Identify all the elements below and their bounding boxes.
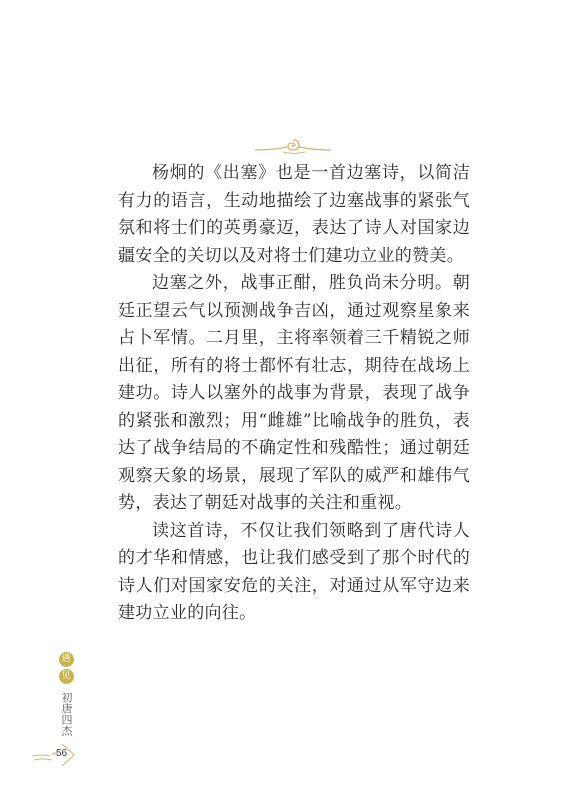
cloud-ornament-icon	[30, 740, 78, 770]
paragraph: 边塞之外，战事正酣，胜负尚未分明。朝廷正望云气以预测战争吉凶，通过观察星象来占卜军情。二月里，主将率领着三千精锐之师出征，所有的将士都怀有壮志，期待在战场上建功。诗人以塞外的战事为背景，表现了战争的紧张和激烈；用“雌雄”比喻战争的胜负，表达了战争结局的不确定性和残酷性；通过朝廷观察天象的场景，展现了军队的威严和雄伟气势，表达了朝廷对战事的关注和重视。	[118, 273, 470, 513]
side-label	[56, 652, 76, 736]
cloud-swirl-ornament-icon	[253, 136, 333, 158]
paragraph: 读这首诗，不仅让我们领略到了唐代诗人的才华和情感，也让我们感受到了那个时代的诗人们对国家安危的关注，对通过从军守边来建功立业的向往。	[118, 520, 470, 623]
page-number-ornament	[30, 740, 78, 770]
badge-icon: 见	[59, 669, 74, 684]
body-text	[118, 160, 470, 628]
badge-icon: 遇	[59, 652, 74, 667]
paragraph: 杨炯的《出塞》也是一首边塞诗，以简洁有力的语言，生动地描绘了边塞战事的紧张气氛和将士们的英勇豪迈，表达了诗人对国家边疆安全的关切以及对将士们建功立业的赞美。	[118, 163, 470, 266]
page-number: 56	[56, 748, 68, 759]
book-title-vertical: 初唐四杰	[60, 692, 73, 736]
